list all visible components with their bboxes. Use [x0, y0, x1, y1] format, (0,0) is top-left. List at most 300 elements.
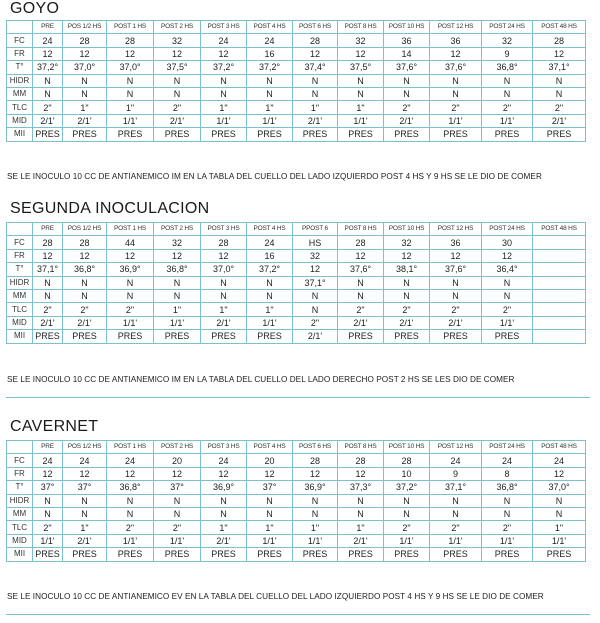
table-cell: 12	[107, 467, 154, 480]
table-cell: 2/1'	[384, 316, 430, 329]
vitals-table	[6, 222, 586, 344]
table-cell: 1"	[201, 303, 247, 316]
row-label: HIDR	[7, 74, 33, 87]
column-header: POS 1/2 HS	[63, 223, 107, 236]
column-header: POST 6 HS	[293, 441, 338, 454]
section-title: CAVERNET	[10, 418, 99, 435]
table-cell: 37,0°	[63, 61, 107, 74]
table-cell: 12	[63, 47, 107, 60]
table-cell: 36,8°	[154, 263, 201, 276]
column-header: POST 8 HS	[338, 21, 384, 34]
table-cell: 16	[247, 47, 293, 60]
table-cell: 2/1'	[293, 114, 338, 127]
table-cell: N	[293, 303, 338, 316]
column-header: POST 4 HS	[247, 21, 293, 34]
section-note: SE LE INOCULO 10 CC DE ANTIANEMICO IM EN LA TABLA DEL CUELLO DEL LADO IZQUIERDO POST 4 HS Y 9 HS SE LE DIO DE COMER	[7, 172, 542, 181]
table-cell: N	[63, 507, 107, 520]
table-row	[7, 114, 586, 127]
table-cell: 37,0°	[201, 263, 247, 276]
table-cell: 1/1'	[430, 534, 482, 547]
table-cell: PRES	[33, 128, 63, 141]
table-cell: PRES	[293, 128, 338, 141]
table-cell: 37,1°	[430, 481, 482, 494]
table-cell: N	[107, 87, 154, 100]
table-cell: 2"	[384, 303, 430, 316]
table-row	[7, 47, 586, 60]
table-cell: 1/1'	[482, 534, 533, 547]
table-cell: 12	[533, 467, 586, 480]
table-cell: PRES	[154, 548, 201, 561]
table-cell: N	[533, 87, 586, 100]
table-cell: 1"	[293, 101, 338, 114]
table-cell: 2"	[482, 303, 533, 316]
column-header: POST 12 HS	[430, 223, 482, 236]
table-cell: 1"	[533, 521, 586, 534]
table-cell: PRES	[430, 548, 482, 561]
row-label: MM	[7, 507, 33, 520]
vitals-table	[6, 20, 586, 142]
table-cell: 1"	[201, 521, 247, 534]
table-cell	[533, 249, 586, 262]
table-cell: 12	[201, 467, 247, 480]
table-cell: PRES	[482, 128, 533, 141]
table-cell: 37,0°	[107, 61, 154, 74]
table-cell: 2"	[384, 101, 430, 114]
table-cell: 2/1'	[33, 114, 63, 127]
table-cell: N	[482, 289, 533, 302]
table-cell: 12	[482, 249, 533, 262]
table-cell: 24	[482, 454, 533, 467]
table-cell: N	[107, 507, 154, 520]
table-cell: 1/1'	[482, 114, 533, 127]
table-cell: 12	[107, 249, 154, 262]
table-cell: 8	[482, 467, 533, 480]
table-cell: 28	[533, 34, 586, 47]
row-label: MID	[7, 114, 33, 127]
table-cell: 37,1°	[293, 276, 338, 289]
table-cell: 28	[293, 34, 338, 47]
table-cell: N	[430, 494, 482, 507]
table-row	[7, 454, 586, 467]
table-cell: 36,9°	[107, 263, 154, 276]
table-cell: 37,2°	[384, 481, 430, 494]
row-label: HIDR	[7, 494, 33, 507]
table-cell: N	[154, 494, 201, 507]
table-cell	[533, 276, 586, 289]
column-header: POST 10 HS	[384, 441, 430, 454]
table-cell	[533, 316, 586, 329]
table-cell: 24	[63, 454, 107, 467]
table-cell: N	[33, 289, 63, 302]
column-header: POST 4 HS	[247, 441, 293, 454]
table-cell: 1/1'	[154, 316, 201, 329]
table-cell: 37,5°	[154, 61, 201, 74]
table-row	[7, 87, 586, 100]
table-cell: PRES	[338, 128, 384, 141]
table-cell: N	[107, 494, 154, 507]
table-cell: PRES	[430, 128, 482, 141]
table-cell: PRES	[482, 330, 533, 343]
table-cell: 2/1'	[154, 114, 201, 127]
table-cell: N	[338, 276, 384, 289]
table-cell: 1/1'	[33, 534, 63, 547]
table-cell: 37°	[154, 481, 201, 494]
table-cell: N	[63, 87, 107, 100]
table-row	[7, 303, 586, 316]
table-cell: 24	[247, 34, 293, 47]
column-header: POST 3 HS	[201, 441, 247, 454]
table-cell: 28	[293, 454, 338, 467]
table-row	[7, 330, 586, 343]
table-cell: 1/1'	[482, 316, 533, 329]
table-cell: 2"	[33, 303, 63, 316]
table-cell: 12	[293, 467, 338, 480]
table-cell: N	[293, 494, 338, 507]
table-cell: 37,6°	[430, 263, 482, 276]
table-cell: N	[384, 289, 430, 302]
row-label: FC	[7, 34, 33, 47]
row-label: FR	[7, 467, 33, 480]
table-cell: 1/1'	[107, 316, 154, 329]
table-cell: 32	[293, 249, 338, 262]
table-cell: 32	[482, 34, 533, 47]
table-cell: PRES	[33, 548, 63, 561]
column-header: POST 2 HS	[154, 223, 201, 236]
table-cell: 12	[33, 47, 63, 60]
column-header: POST 48 HS	[533, 21, 586, 34]
table-cell: PRES	[430, 330, 482, 343]
table-cell: 12	[154, 249, 201, 262]
table-cell: 38,1°	[384, 263, 430, 276]
section-note: SE LE INOCULO 10 CC DE ANTIANEMICO IM EN LA TABLA DEL CUELLO DEL LADO DERECHO POST 2 HS SE LES DIO DE COMER	[7, 375, 515, 384]
vitals-table	[6, 440, 586, 562]
table-cell: 24	[201, 454, 247, 467]
table-row	[7, 467, 586, 480]
divider	[6, 397, 590, 398]
table-cell: N	[533, 74, 586, 87]
table-cell: N	[201, 74, 247, 87]
header-row	[7, 21, 586, 34]
table-cell: HS	[293, 236, 338, 249]
table-cell: 28	[33, 236, 63, 249]
table-cell: N	[430, 507, 482, 520]
table-cell: PRES	[201, 548, 247, 561]
table-cell: 28	[338, 236, 384, 249]
table-cell: 12	[338, 249, 384, 262]
table-cell: PRES	[201, 128, 247, 141]
table-row	[7, 507, 586, 520]
table-cell: 24	[107, 454, 154, 467]
column-header: POST 1 HS	[107, 223, 154, 236]
table-row	[7, 61, 586, 74]
table-cell: N	[107, 289, 154, 302]
row-label: FR	[7, 47, 33, 60]
table-cell: N	[63, 289, 107, 302]
column-header: POST 2 HS	[154, 441, 201, 454]
table-cell: N	[33, 494, 63, 507]
table-cell: 1"	[63, 101, 107, 114]
table-cell: PRES	[154, 128, 201, 141]
table-cell: 12	[63, 467, 107, 480]
row-label: MII	[7, 330, 33, 343]
table-cell: 2/1'	[293, 330, 338, 343]
section-note: SE LE INOCULO 10 CC DE ANTIANEMICO EV EN LA TABLA DEL CUELLO DEL LADO IZQUIERDO POST 4 HS Y 9 HS SE LE DIO DE COMER	[7, 592, 544, 601]
column-header: PRE	[33, 223, 63, 236]
table-cell: N	[384, 276, 430, 289]
row-label: TLC	[7, 303, 33, 316]
table-cell: 36	[430, 236, 482, 249]
table-cell: 37,2°	[247, 263, 293, 276]
table-cell: 1/1'	[201, 114, 247, 127]
table-cell: 10	[384, 467, 430, 480]
column-header: POST 4 HS	[247, 223, 293, 236]
table-cell: N	[338, 507, 384, 520]
table-cell: 2/1'	[338, 534, 384, 547]
column-header: POS 1/2 HS	[63, 441, 107, 454]
table-cell: 28	[63, 236, 107, 249]
table-cell: N	[33, 74, 63, 87]
table-cell: PRES	[384, 330, 430, 343]
table-cell: N	[430, 74, 482, 87]
table-cell: 1/1'	[384, 534, 430, 547]
table-cell: N	[430, 289, 482, 302]
table-cell: N	[482, 74, 533, 87]
table-row	[7, 34, 586, 47]
table-cell: 2/1'	[201, 534, 247, 547]
header-row	[7, 441, 586, 454]
table-cell: 37,3°	[338, 481, 384, 494]
table-cell: N	[201, 494, 247, 507]
row-label: TLC	[7, 101, 33, 114]
table-cell: 2"	[384, 521, 430, 534]
table-cell: 2"	[533, 101, 586, 114]
header-row	[7, 223, 586, 236]
table-cell: 37°	[63, 481, 107, 494]
table-cell: 2/1'	[33, 316, 63, 329]
row-label: FR	[7, 249, 33, 262]
table-cell: 1"	[154, 303, 201, 316]
corner-cell	[7, 223, 33, 236]
table-cell: N	[533, 494, 586, 507]
table-cell: N	[63, 74, 107, 87]
table-cell: 1"	[247, 521, 293, 534]
row-label: FC	[7, 236, 33, 249]
row-label: T°	[7, 481, 33, 494]
column-header: POST 12 HS	[430, 21, 482, 34]
table-cell: 28	[63, 34, 107, 47]
table-cell: N	[384, 87, 430, 100]
table-cell: 2"	[293, 316, 338, 329]
table-row	[7, 74, 586, 87]
table-cell: 9	[430, 467, 482, 480]
column-header: POST 24 HS	[482, 441, 533, 454]
table-cell: 37°	[247, 481, 293, 494]
table-cell: 36,9°	[293, 481, 338, 494]
table-cell	[533, 303, 586, 316]
table-cell: 12	[107, 47, 154, 60]
table-cell: N	[482, 276, 533, 289]
table-cell: 1/1'	[293, 534, 338, 547]
table-cell: 37,2°	[201, 61, 247, 74]
table-cell: 36,9°	[201, 481, 247, 494]
row-label: MM	[7, 289, 33, 302]
table-cell: N	[247, 289, 293, 302]
section-title: GOYO	[10, 0, 60, 17]
table-row	[7, 534, 586, 547]
table-cell: 32	[338, 34, 384, 47]
table-cell: 1/1'	[533, 534, 586, 547]
table-cell: N	[482, 87, 533, 100]
table-cell: 24	[33, 454, 63, 467]
row-label: HIDR	[7, 276, 33, 289]
table-cell: N	[482, 494, 533, 507]
table-cell	[533, 330, 586, 343]
table-cell: PRES	[33, 330, 63, 343]
table-cell: 2"	[482, 101, 533, 114]
table-cell: 2"	[430, 521, 482, 534]
table-cell: 12	[33, 249, 63, 262]
table-cell: 1/1'	[247, 316, 293, 329]
table-cell: 12	[201, 47, 247, 60]
table-cell: PRES	[533, 548, 586, 561]
table-cell: 12	[154, 467, 201, 480]
table-cell: N	[201, 289, 247, 302]
table-cell: 2"	[154, 521, 201, 534]
table-cell: PRES	[338, 330, 384, 343]
table-row	[7, 494, 586, 507]
table-cell: 2/1'	[338, 316, 384, 329]
column-header: POST 10 HS	[384, 223, 430, 236]
table-cell: N	[154, 289, 201, 302]
table-cell: PRES	[63, 548, 107, 561]
table-cell: 28	[201, 236, 247, 249]
table-cell: 30	[482, 236, 533, 249]
table-cell: 2"	[338, 303, 384, 316]
table-cell: PRES	[63, 330, 107, 343]
table-cell: PRES	[247, 548, 293, 561]
table-cell: 36,4°	[482, 263, 533, 276]
table-cell: PRES	[107, 548, 154, 561]
table-cell: PRES	[107, 128, 154, 141]
table-cell: PRES	[293, 548, 338, 561]
table-cell: N	[63, 276, 107, 289]
table-cell: 36	[430, 34, 482, 47]
table-cell: 1/1'	[107, 534, 154, 547]
table-cell: 1/1'	[247, 114, 293, 127]
table-cell: N	[201, 87, 247, 100]
table-cell: 2/1'	[63, 316, 107, 329]
table-cell: N	[33, 507, 63, 520]
table-cell: 2"	[33, 521, 63, 534]
table-cell: 2/1'	[430, 316, 482, 329]
table-cell: 2"	[107, 303, 154, 316]
table-cell: 24	[201, 34, 247, 47]
table-cell: N	[430, 87, 482, 100]
table-cell: 32	[154, 236, 201, 249]
table-cell: 1/1'	[430, 114, 482, 127]
table-cell: N	[107, 74, 154, 87]
table-cell: N	[293, 507, 338, 520]
column-header: POST 1 HS	[107, 21, 154, 34]
table-cell: N	[430, 276, 482, 289]
table-cell: N	[384, 494, 430, 507]
row-label: MID	[7, 534, 33, 547]
column-header: POST 24 HS	[482, 223, 533, 236]
table-cell: N	[63, 494, 107, 507]
table-cell: 37,6°	[430, 61, 482, 74]
table-cell: 2"	[430, 101, 482, 114]
table-cell: 20	[247, 454, 293, 467]
table-cell: 1"	[201, 101, 247, 114]
table-cell: 37°	[33, 481, 63, 494]
table-cell: 37,6°	[338, 263, 384, 276]
table-cell: 12	[338, 467, 384, 480]
table-cell: N	[247, 276, 293, 289]
table-cell: N	[384, 74, 430, 87]
table-cell: 2"	[107, 521, 154, 534]
table-row	[7, 316, 586, 329]
table-cell: 1/1'	[107, 114, 154, 127]
table-cell: 12	[430, 47, 482, 60]
table-cell: 2/1'	[201, 316, 247, 329]
table-cell: N	[154, 87, 201, 100]
row-label: T°	[7, 263, 33, 276]
table-cell: 24	[430, 454, 482, 467]
row-label: MII	[7, 128, 33, 141]
table-cell: 28	[338, 454, 384, 467]
table-cell: PRES	[384, 128, 430, 141]
divider	[6, 614, 590, 615]
corner-cell	[7, 21, 33, 34]
column-header: POST 8 HS	[338, 441, 384, 454]
table-cell: 1"	[293, 521, 338, 534]
table-cell: 24	[247, 236, 293, 249]
column-header: POST 24 HS	[482, 21, 533, 34]
table-cell: PRES	[338, 548, 384, 561]
column-header: POST 3 HS	[201, 21, 247, 34]
table-cell: N	[384, 507, 430, 520]
table-cell: N	[293, 289, 338, 302]
row-label: TLC	[7, 521, 33, 534]
table-cell: 12	[338, 47, 384, 60]
table-cell: 1/1'	[247, 534, 293, 547]
table-cell: N	[293, 74, 338, 87]
table-cell: N	[33, 276, 63, 289]
table-cell: 2/1'	[63, 534, 107, 547]
table-cell: 2"	[154, 101, 201, 114]
column-header: POST 48 HS	[533, 441, 586, 454]
table-cell	[533, 236, 586, 249]
table-cell: N	[154, 276, 201, 289]
table-cell: 12	[154, 47, 201, 60]
table-cell: 12	[247, 467, 293, 480]
table-cell: N	[247, 494, 293, 507]
section-title: SEGUNDA INOCULACION	[10, 200, 210, 217]
table-cell: 44	[107, 236, 154, 249]
table-cell: 32	[384, 236, 430, 249]
table-row	[7, 249, 586, 262]
table-cell: 12	[201, 249, 247, 262]
table-cell: 1"	[63, 521, 107, 534]
table-cell: N	[33, 87, 63, 100]
table-cell: N	[201, 276, 247, 289]
table-cell: 14	[384, 47, 430, 60]
table-cell: PRES	[201, 330, 247, 343]
column-header: POST 2 HS	[154, 21, 201, 34]
table-cell: 1"	[107, 101, 154, 114]
table-cell: PRES	[154, 330, 201, 343]
table-cell: 36,8°	[482, 481, 533, 494]
